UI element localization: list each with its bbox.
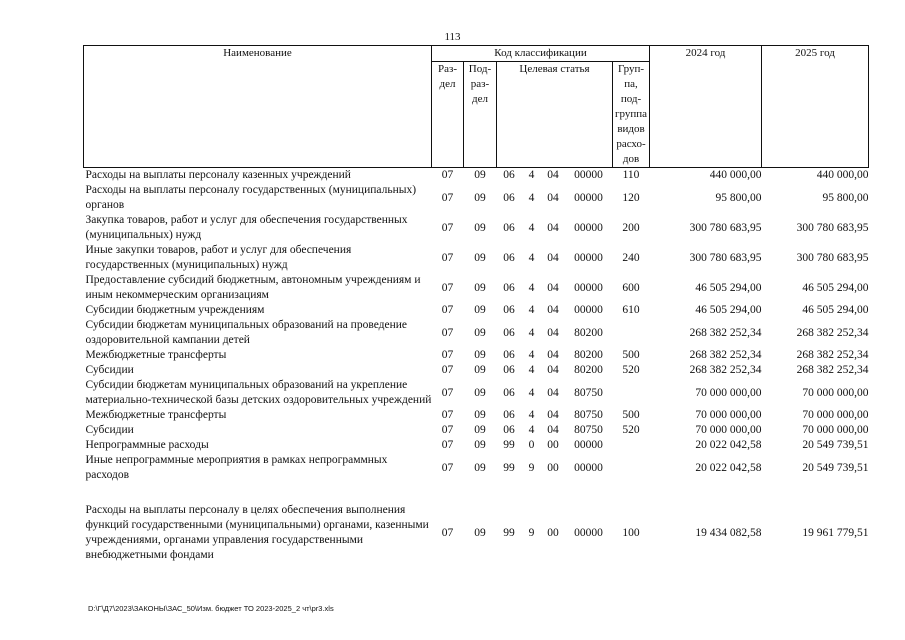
row-target-event: 04 <box>547 191 559 204</box>
row-amount-2024: 20 022 042,58 <box>695 461 762 474</box>
row-expense-type <box>613 378 650 408</box>
row-target-program: 06 <box>503 221 515 234</box>
row-target-subprogram: 4 <box>528 386 535 399</box>
header-subsection: Под- раз- дел <box>464 62 497 168</box>
row-section: 07 <box>441 526 454 539</box>
header-year-2024: 2024 год <box>650 46 762 168</box>
row-name: Субсидии <box>85 424 134 436</box>
row-name: Субсидии бюджетным учреждениям <box>85 304 265 316</box>
header-expense-group: Груп- па, под- группа видов расхо- дов <box>613 62 650 168</box>
table-row <box>84 183 869 213</box>
row-target-program: 06 <box>503 191 515 204</box>
row-subsection: 09 <box>474 191 486 204</box>
row-expense-type: 500 <box>622 409 640 421</box>
row-name: Субсидии <box>85 364 134 376</box>
row-section: 07 <box>441 251 454 264</box>
row-expense-type: 500 <box>622 349 640 361</box>
row-target-event: 04 <box>547 221 559 234</box>
row-target-subprogram: 4 <box>528 221 535 234</box>
row-target-program: 06 <box>503 251 515 264</box>
row-section: 07 <box>441 439 454 451</box>
row-amount-2024: 46 505 294,00 <box>695 304 762 316</box>
row-target-subprogram: 9 <box>528 526 535 539</box>
row-subsection: 09 <box>474 349 486 361</box>
row-amount-2024: 268 382 252,34 <box>689 349 762 361</box>
row-target-program: 99 <box>503 439 515 451</box>
row-target-direction: 00000 <box>574 221 603 234</box>
table-row <box>84 243 869 273</box>
row-amount-2024: 70 000 000,00 <box>695 424 762 436</box>
row-amount-2024: 300 780 683,95 <box>689 251 762 264</box>
row-target-program: 06 <box>503 169 515 181</box>
row-target-event: 04 <box>547 349 559 361</box>
row-amount-2025: 95 800,00 <box>822 191 869 204</box>
row-target-program: 06 <box>503 386 515 399</box>
table-row <box>84 363 869 378</box>
row-section: 07 <box>441 409 454 421</box>
row-target-event: 04 <box>547 304 559 316</box>
row-section: 07 <box>441 221 454 234</box>
row-target-event: 00 <box>547 526 559 539</box>
row-name: Межбюджетные трансферты <box>85 349 227 361</box>
row-target-program: 06 <box>503 424 515 436</box>
table-row <box>84 438 869 453</box>
row-target-direction: 80200 <box>574 349 603 361</box>
table-body <box>84 168 869 564</box>
header-classification: Код классификации <box>432 46 650 62</box>
row-name: Иные закупки товаров, работ и услуг для обеспечения государственных (муниципальных) нужд <box>85 244 352 271</box>
row-subsection: 09 <box>474 251 486 264</box>
row-amount-2025: 46 505 294,00 <box>802 281 869 294</box>
row-target-direction: 80200 <box>574 326 603 339</box>
row-amount-2025: 19 961 779,51 <box>802 526 869 539</box>
row-subsection: 09 <box>474 461 486 474</box>
row-subsection: 09 <box>474 439 486 451</box>
table-row <box>84 503 869 563</box>
row-name: Предоставление субсидий бюджетным, автономным учреждениям и иным некоммерческим организациям <box>85 274 421 301</box>
row-section: 07 <box>441 326 454 339</box>
row-subsection: 09 <box>474 169 486 181</box>
row-target-subprogram: 0 <box>528 439 535 451</box>
row-amount-2024: 440 000,00 <box>709 169 762 181</box>
row-target-program: 06 <box>503 349 515 361</box>
row-section: 07 <box>441 169 454 181</box>
row-subsection: 09 <box>474 364 486 376</box>
row-target-direction: 00000 <box>574 461 603 474</box>
row-subsection: 09 <box>474 326 486 339</box>
row-target-event: 00 <box>547 461 559 474</box>
row-name: Межбюджетные трансферты <box>85 409 227 421</box>
row-section: 07 <box>441 281 454 294</box>
row-amount-2025: 70 000 000,00 <box>802 409 869 421</box>
header-year-2025: 2025 год <box>762 46 869 168</box>
row-expense-type: 600 <box>622 281 640 294</box>
file-path-footer: D:\Г\Д7\2023\ЗАКОНЫ\ЗАС_50\Изм. бюджет ТО 2023-2025_2 чт\pr3.xls <box>88 604 334 613</box>
row-expense-type: 520 <box>622 364 640 376</box>
row-expense-type <box>613 318 650 348</box>
row-target-subprogram: 4 <box>528 326 535 339</box>
row-target-event: 04 <box>547 424 559 436</box>
row-target-subprogram: 4 <box>528 169 535 181</box>
header-section: Раз- дел <box>432 62 464 168</box>
table-row <box>84 303 869 318</box>
row-target-subprogram: 4 <box>528 191 535 204</box>
row-section: 07 <box>441 386 454 399</box>
row-target-direction: 00000 <box>574 439 603 451</box>
row-expense-type: 100 <box>622 526 640 539</box>
row-target-event: 04 <box>547 251 559 264</box>
row-name: Расходы на выплаты персоналу в целях обеспечения выполнения функций государственными (муниципальными) органами, казенными учреждениями, органами управления государственными внебюджетными фондами <box>85 504 429 561</box>
row-section: 07 <box>441 424 454 436</box>
row-target-event: 04 <box>547 409 559 421</box>
row-target-subprogram: 4 <box>528 281 535 294</box>
row-expense-type: 110 <box>622 169 640 181</box>
row-amount-2024: 19 434 082,58 <box>695 526 762 539</box>
row-amount-2025: 70 000 000,00 <box>802 424 869 436</box>
row-name: Субсидии бюджетам муниципальных образований на проведение оздоровительной кампании детей <box>85 319 408 346</box>
row-spacer <box>84 483 869 503</box>
row-amount-2024: 300 780 683,95 <box>689 221 762 234</box>
row-amount-2024: 268 382 252,34 <box>689 364 762 376</box>
row-target-direction: 80750 <box>574 424 603 436</box>
row-expense-type <box>613 453 650 483</box>
row-amount-2025: 20 549 739,51 <box>802 439 869 451</box>
row-expense-type: 240 <box>622 251 640 264</box>
row-target-direction: 00000 <box>574 304 603 316</box>
row-subsection: 09 <box>474 409 486 421</box>
row-amount-2024: 70 000 000,00 <box>695 409 762 421</box>
row-subsection: 09 <box>474 221 486 234</box>
row-target-event: 04 <box>547 169 559 181</box>
table-row <box>84 168 869 184</box>
row-target-direction: 80200 <box>574 364 603 376</box>
row-section: 07 <box>441 191 454 204</box>
row-amount-2025: 20 549 739,51 <box>802 461 869 474</box>
row-subsection: 09 <box>474 424 486 436</box>
row-target-subprogram: 4 <box>528 364 535 376</box>
row-target-direction: 80750 <box>574 386 603 399</box>
page-number: 113 <box>444 31 461 43</box>
row-expense-type <box>613 438 650 453</box>
row-amount-2025: 70 000 000,00 <box>802 386 869 399</box>
header-target-article: Целевая статья <box>497 62 613 168</box>
row-amount-2025: 46 505 294,00 <box>802 304 869 316</box>
row-target-direction: 00000 <box>574 169 603 181</box>
table-row <box>84 408 869 423</box>
table-row <box>84 213 869 243</box>
row-expense-type: 120 <box>622 191 640 204</box>
row-subsection: 09 <box>474 281 486 294</box>
row-amount-2025: 300 780 683,95 <box>796 251 869 264</box>
row-name: Иные непрограммные мероприятия в рамках непрограммных расходов <box>85 454 388 481</box>
row-target-program: 99 <box>503 461 515 474</box>
row-target-direction: 00000 <box>574 281 603 294</box>
row-target-event: 04 <box>547 386 559 399</box>
row-amount-2024: 46 505 294,00 <box>695 281 762 294</box>
row-target-direction: 80750 <box>574 409 603 421</box>
budget-table <box>83 45 869 563</box>
row-target-event: 04 <box>547 281 559 294</box>
row-target-direction: 00000 <box>574 526 603 539</box>
row-target-subprogram: 9 <box>528 461 535 474</box>
row-target-subprogram: 4 <box>528 349 535 361</box>
row-target-program: 06 <box>503 281 515 294</box>
table-row <box>84 318 869 348</box>
row-amount-2024: 268 382 252,34 <box>689 326 762 339</box>
table-row <box>84 378 869 408</box>
row-target-program: 06 <box>503 304 515 316</box>
header-name: Наименование <box>84 46 432 168</box>
row-target-event: 00 <box>547 439 559 451</box>
row-name: Непрограммные расходы <box>85 439 209 451</box>
row-name: Расходы на выплаты персоналу казенных учреждений <box>85 169 351 181</box>
row-amount-2024: 20 022 042,58 <box>695 439 762 451</box>
row-subsection: 09 <box>474 386 486 399</box>
row-target-program: 99 <box>503 526 515 539</box>
row-name: Субсидии бюджетам муниципальных образований на укрепление материально-технической базы детских оздоровительных учреждений <box>85 379 432 406</box>
row-target-event: 04 <box>547 364 559 376</box>
row-amount-2025: 300 780 683,95 <box>796 221 869 234</box>
row-amount-2025: 268 382 252,34 <box>796 349 869 361</box>
row-amount-2024: 70 000 000,00 <box>695 386 762 399</box>
row-amount-2025: 268 382 252,34 <box>796 364 869 376</box>
row-target-event: 04 <box>547 326 559 339</box>
row-expense-type: 520 <box>622 424 640 436</box>
row-target-direction: 00000 <box>574 251 603 264</box>
row-target-subprogram: 4 <box>528 409 535 421</box>
row-target-program: 06 <box>503 409 515 421</box>
row-target-subprogram: 4 <box>528 304 535 316</box>
row-target-subprogram: 4 <box>528 251 535 264</box>
row-section: 07 <box>441 364 454 376</box>
table-row <box>84 273 869 303</box>
row-subsection: 09 <box>474 526 486 539</box>
row-amount-2025: 268 382 252,34 <box>796 326 869 339</box>
row-target-direction: 00000 <box>574 191 603 204</box>
row-amount-2024: 95 800,00 <box>715 191 762 204</box>
row-section: 07 <box>441 304 454 316</box>
table-row <box>84 423 869 438</box>
row-name: Расходы на выплаты персоналу государственных (муниципальных) органов <box>85 184 417 211</box>
row-target-subprogram: 4 <box>528 424 535 436</box>
row-section: 07 <box>441 349 454 361</box>
row-subsection: 09 <box>474 304 486 316</box>
row-target-program: 06 <box>503 326 515 339</box>
row-expense-type: 610 <box>622 304 640 316</box>
row-target-program: 06 <box>503 364 515 376</box>
row-amount-2025: 440 000,00 <box>816 169 869 181</box>
row-name: Закупка товаров, работ и услуг для обеспечения государственных (муниципальных) нужд <box>85 214 408 241</box>
row-expense-type: 200 <box>622 221 640 234</box>
table-row <box>84 453 869 483</box>
row-section: 07 <box>441 461 454 474</box>
table-row <box>84 348 869 363</box>
